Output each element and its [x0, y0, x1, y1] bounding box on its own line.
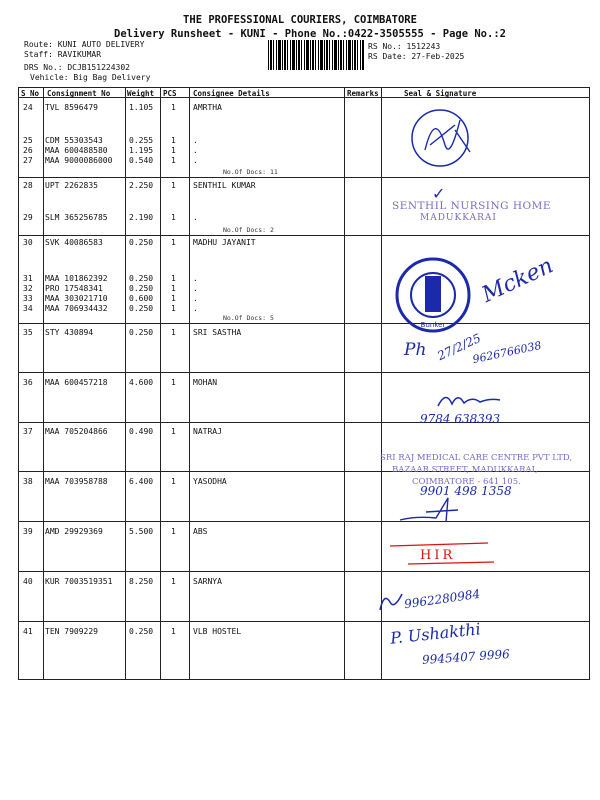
row-cno: TEN 7909229 [45, 627, 98, 636]
row-pcs: 1 [171, 527, 176, 536]
row-wt: 0.250 [129, 328, 154, 337]
row-sno: 32 [23, 284, 33, 293]
row-cno: MAA 303021710 [45, 294, 108, 303]
row-wt: 0.250 [129, 304, 154, 313]
row-wt: 0.490 [129, 427, 154, 436]
row-sno: 29 [23, 213, 33, 222]
row-pcs: 1 [171, 213, 176, 222]
row-sno: 34 [23, 304, 33, 313]
signature-40-mark [376, 588, 406, 614]
row-pcs: 1 [171, 328, 176, 337]
row-sno: 26 [23, 146, 33, 155]
row-pcs: 1 [171, 156, 176, 165]
runsheet-title: Delivery Runsheet - KUNI - Phone No.:0422-3505555 - Page No.:2 [114, 28, 506, 40]
drs-number: DRS No.: DCJB151224302 [24, 63, 130, 72]
row-name: MOHAN [193, 378, 218, 387]
row-name: . [193, 156, 198, 165]
row-wt: 8.250 [129, 577, 154, 586]
row-wt: 6.400 [129, 477, 154, 486]
row-cno: SLM 365256785 [45, 213, 108, 222]
signature-24-mark [400, 100, 490, 180]
signature-35-date: 27/2/25 [435, 330, 484, 364]
signature-39-underline [388, 540, 498, 570]
row-cno: TVL 8596479 [45, 103, 98, 112]
row-cno: MAA 705204866 [45, 427, 108, 436]
nursing-home-stamp: SENTHIL NURSING HOME [392, 200, 552, 212]
row-name: YASODHA [193, 477, 227, 486]
row-wt: 0.255 [129, 136, 154, 145]
signature-35-initials: Ph [404, 340, 427, 360]
signature-35-phone: 9626766038 [471, 338, 543, 367]
row-sno: 37 [23, 427, 33, 436]
row-name: . [193, 146, 198, 155]
row-pcs: 1 [171, 378, 176, 387]
rs-date: RS Date: 27-Feb-2025 [368, 52, 465, 61]
row-cno: STY 430894 [45, 328, 94, 337]
row-cno: SVK 40086583 [45, 238, 103, 247]
doc-count: No.Of Docs: 11 [223, 168, 278, 176]
row-wt: 0.540 [129, 156, 154, 165]
route: Route: KUNI AUTO DELIVERY [24, 40, 145, 49]
col-sno: S No [21, 89, 40, 98]
row-wt: 4.600 [129, 378, 154, 387]
row-cno: PRO 17548341 [45, 284, 103, 293]
row-wt: 2.250 [129, 181, 154, 190]
row-name: . [193, 213, 198, 222]
row-sno: 38 [23, 477, 33, 486]
staff: Staff: RAVIKUMAR [24, 50, 102, 59]
signature-39: HIR [420, 548, 456, 563]
signature-28-mark: ✓ [432, 184, 446, 203]
row-sno: 35 [23, 328, 33, 337]
row-pcs: 1 [171, 103, 176, 112]
signature-38-phone: 9901 498 1358 [420, 484, 512, 498]
row-name: AMRTHA [193, 103, 222, 112]
row-name: . [193, 284, 198, 293]
runsheet-table [18, 87, 590, 680]
row-wt: 2.190 [129, 213, 154, 222]
row-name: SENTHIL KUMAR [193, 181, 256, 190]
doc-count: No.Of Docs: 5 [223, 314, 274, 322]
row-pcs: 1 [171, 294, 176, 303]
row-wt: 1.195 [129, 146, 154, 155]
row-cno: MAA 600457218 [45, 378, 108, 387]
row-pcs: 1 [171, 136, 176, 145]
row-pcs: 1 [171, 627, 176, 636]
row-wt: 0.250 [129, 274, 154, 283]
row-name: SARNYA [193, 577, 222, 586]
row-cno: MAA 706934432 [45, 304, 108, 313]
signature-36-phone: 9784 638393 [420, 412, 501, 426]
medical-stamp-line1: SRI RAJ MEDICAL CARE CENTRE PVT LTD, [380, 453, 573, 463]
row-sno: 27 [23, 156, 33, 165]
row-wt: 0.250 [129, 284, 154, 293]
row-sno: 24 [23, 103, 33, 112]
col-weight: Weight [127, 89, 155, 98]
signature-30: Mcken [478, 253, 558, 308]
doc-count: No.Of Docs: 2 [223, 226, 274, 234]
barcode [268, 40, 364, 70]
row-name: . [193, 136, 198, 145]
medical-stamp-line2: BAZAAR STREET, MADUKKARAI, [392, 465, 538, 475]
row-cno: MAA 600488580 [45, 146, 108, 155]
row-sno: 25 [23, 136, 33, 145]
row-cno: AMD 29929369 [45, 527, 103, 536]
row-pcs: 1 [171, 181, 176, 190]
row-pcs: 1 [171, 238, 176, 247]
row-sno: 33 [23, 294, 33, 303]
row-wt: 0.250 [129, 627, 154, 636]
col-seal: Seal & Signature [404, 89, 477, 98]
row-sno: 30 [23, 238, 33, 247]
col-consignment: Consignment No [47, 89, 111, 98]
row-pcs: 1 [171, 274, 176, 283]
row-name: VLB HOSTEL [193, 627, 242, 636]
signature-40-phone: 9962280984 [403, 586, 481, 612]
row-cno: MAA 703958788 [45, 477, 108, 486]
row-sno: 39 [23, 527, 33, 536]
row-pcs: 1 [171, 427, 176, 436]
row-wt: 0.600 [129, 294, 154, 303]
row-name: . [193, 294, 198, 303]
round-stamp [392, 254, 474, 336]
row-name: ABS [193, 527, 208, 536]
row-pcs: 1 [171, 284, 176, 293]
col-remarks: Remarks [347, 89, 379, 98]
row-cno: CDM 55303543 [45, 136, 103, 145]
signature-36-mark [434, 388, 504, 410]
rs-info [368, 42, 464, 62]
row-sno: 28 [23, 181, 33, 190]
row-pcs: 1 [171, 304, 176, 313]
row-cno: KUR 7003519351 [45, 577, 113, 586]
round-stamp-text: Bunker [420, 321, 446, 329]
company-title: THE PROFESSIONAL COURIERS, COIMBATORE [183, 14, 417, 26]
row-pcs: 1 [171, 577, 176, 586]
route-info [24, 40, 150, 83]
signature-41-phone: 9945407 9996 [421, 646, 511, 668]
rs-number: RS No.: 1512243 [368, 42, 441, 51]
signature-41-name: P. Ushakthi [389, 619, 482, 648]
row-name: SRI SASTHA [193, 328, 242, 337]
row-wt: 1.105 [129, 103, 154, 112]
row-wt: 5.500 [129, 527, 154, 536]
row-name: . [193, 304, 198, 313]
vehicle: Vehicle: Big Bag Delivery [30, 73, 151, 82]
row-cno: MAA 101862392 [45, 274, 108, 283]
medical-stamp-line3: COIMBATORE - 641 105. [412, 477, 521, 487]
signature-38-mark [396, 494, 466, 526]
nursing-home-place: MADUKKARAI [420, 213, 497, 223]
row-pcs: 1 [171, 477, 176, 486]
row-sno: 36 [23, 378, 33, 387]
col-pcs: PCS [163, 89, 177, 98]
row-name: MADHU JAYANIT [193, 238, 256, 247]
row-pcs: 1 [171, 146, 176, 155]
row-cno: MAA 9000086000 [45, 156, 113, 165]
col-consignee: Consignee Details [193, 89, 270, 98]
row-name: NATRAJ [193, 427, 222, 436]
row-sno: 40 [23, 577, 33, 586]
row-wt: 0.250 [129, 238, 154, 247]
row-cno: UPT 2262835 [45, 181, 98, 190]
row-name: . [193, 274, 198, 283]
row-sno: 41 [23, 627, 33, 636]
row-sno: 31 [23, 274, 33, 283]
